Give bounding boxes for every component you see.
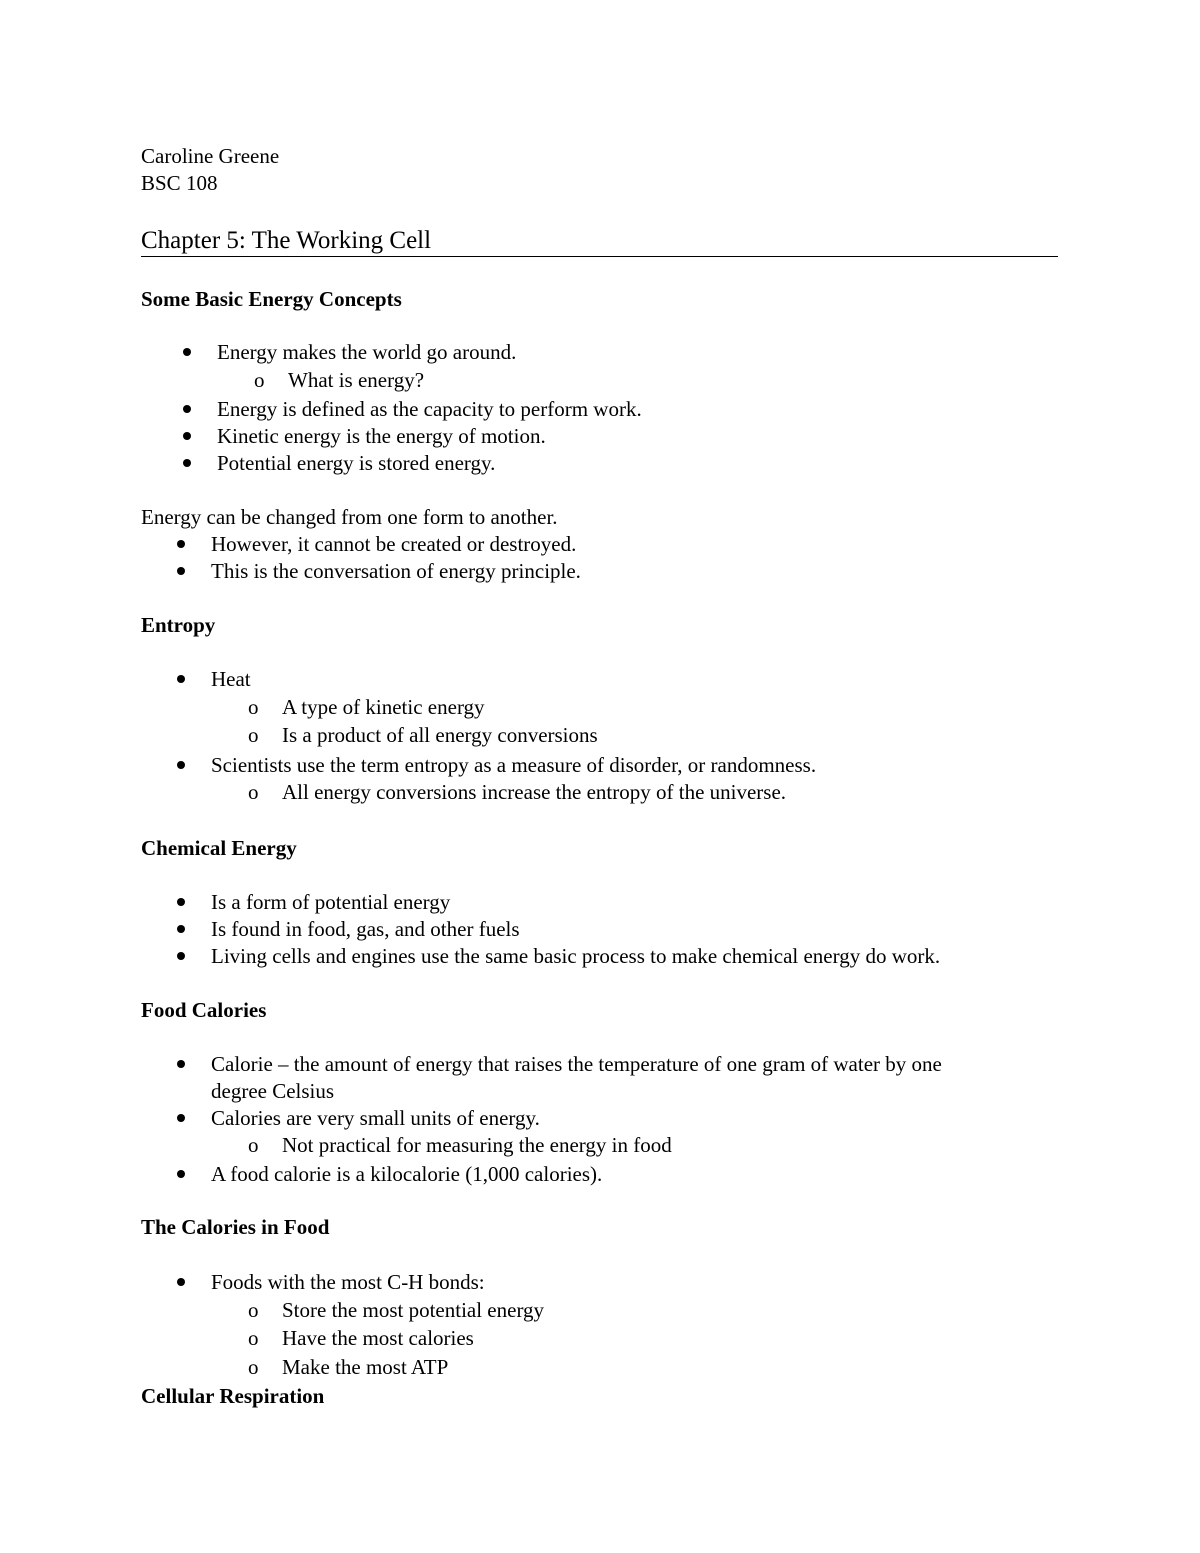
bullet-icon [177,567,185,575]
list-item: A food calorie is a kilocalorie (1,000 calories). [211,1162,603,1186]
bullet-icon [177,952,185,960]
list-item: Is a product of all energy conversions [282,723,598,747]
sub-bullet-icon: o [248,1355,259,1379]
sub-bullet-icon: o [254,368,265,392]
bullet-icon [177,898,185,906]
list-item: A type of kinetic energy [282,695,485,719]
list-item: Kinetic energy is the energy of motion. [217,424,546,448]
bullet-icon [177,540,185,548]
bullet-icon [177,925,185,933]
list-item: Store the most potential energy [282,1298,545,1322]
bullet-icon [177,1060,185,1068]
list-item: Calorie – the amount of energy that raises the temperature of one gram of water by one [211,1052,942,1076]
bullet-icon [183,432,191,440]
bullet-icon [183,459,191,467]
list-item: Potential energy is stored energy. [217,451,496,475]
section-heading-entropy: Entropy [141,613,216,637]
sub-bullet-icon: o [248,1326,259,1350]
bullet-icon [177,1114,185,1122]
list-item: Make the most ATP [282,1355,449,1379]
paragraph-energy-change: Energy can be changed from one form to another. [141,505,558,529]
list-item: Calories are very small units of energy. [211,1106,540,1130]
list-item: Foods with the most C-H bonds: [211,1270,485,1294]
course-code: BSC 108 [141,171,218,195]
bullet-icon [177,761,185,769]
bullet-icon [177,1278,185,1286]
list-item: Heat [211,667,251,691]
sub-bullet-icon: o [248,1133,259,1157]
bullet-icon [183,405,191,413]
list-item: Energy makes the world go around. [217,340,517,364]
list-item: Is found in food, gas, and other fuels [211,917,520,941]
section-heading-respiration: Cellular Respiration [141,1384,325,1408]
sub-bullet-icon: o [248,780,259,804]
list-item: Have the most calories [282,1326,474,1350]
bullet-icon [177,675,185,683]
sub-bullet-icon: o [248,695,259,719]
list-item: Scientists use the term entropy as a measure of disorder, or randomness. [211,753,817,777]
sub-bullet-icon: o [248,723,259,747]
list-item: Is a form of potential energy [211,890,451,914]
section-heading-food-calories: Food Calories [141,998,267,1022]
sub-bullet-icon: o [248,1298,259,1322]
list-item: Living cells and engines use the same basic process to make chemical energy do work. [211,944,941,968]
list-item: Not practical for measuring the energy in food [282,1133,672,1157]
section-heading-chemical: Chemical Energy [141,836,297,860]
list-item-continuation: degree Celsius [211,1079,335,1103]
list-item: What is energy? [288,368,425,392]
list-item: This is the conversation of energy principle. [211,559,581,583]
list-item: All energy conversions increase the entropy of the universe. [282,780,787,804]
list-item: However, it cannot be created or destroyed. [211,532,577,556]
author-name: Caroline Greene [141,144,280,168]
section-heading-basic: Some Basic Energy Concepts [141,287,402,311]
bullet-icon [177,1170,185,1178]
page-title: Chapter 5: The Working Cell [141,226,1058,257]
section-heading-calories-in-food: The Calories in Food [141,1215,330,1239]
bullet-icon [183,348,191,356]
list-item: Energy is defined as the capacity to perform work. [217,397,642,421]
